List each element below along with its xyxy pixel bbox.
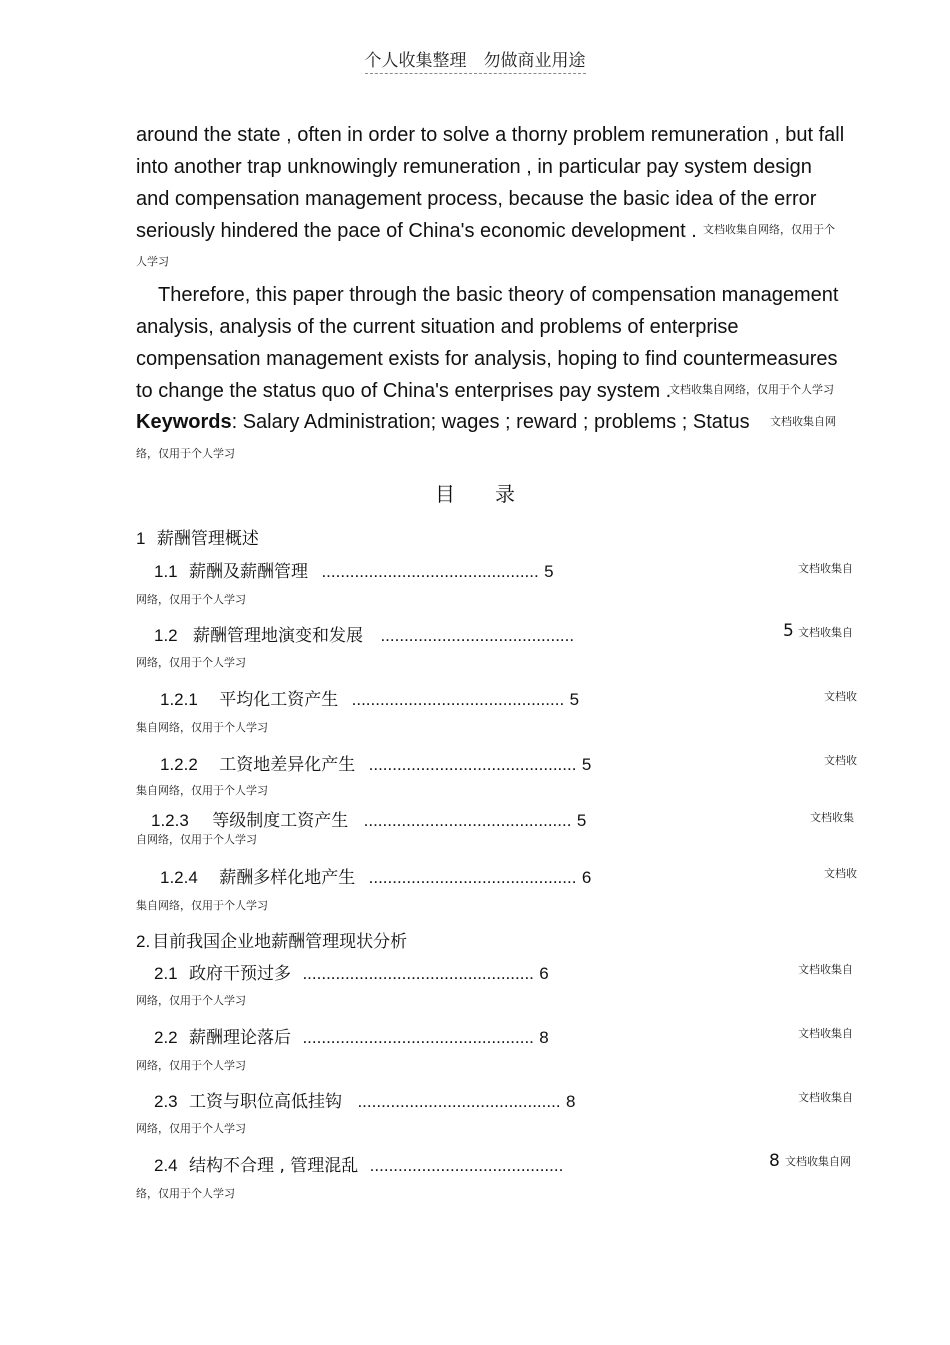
toc-title-text: 薪酬管理概述 — [156, 529, 259, 549]
toc-entry[interactable] — [160, 863, 591, 888]
toc-entry[interactable] — [154, 959, 549, 984]
source-note: 人学习 — [136, 255, 169, 268]
toc-title-text: 政府干预过多 — [189, 964, 292, 984]
toc-leader-dots: ............................................. — [351, 690, 565, 709]
toc-page-number: 5 — [581, 755, 592, 774]
toc-leader-dots: ........................................... — [357, 1092, 561, 1111]
toc-number: 2.2 — [154, 1028, 178, 1047]
toc-title-text: 工资与职位高低挂钩 — [189, 1092, 343, 1112]
toc-number: 2.3 — [154, 1092, 178, 1111]
source-note: 文档收集自 — [798, 1091, 853, 1104]
toc-entry[interactable] — [154, 1023, 549, 1048]
source-note: 文档收 — [824, 754, 857, 767]
paragraph-line: seriously hindered the pace of China's economic development . — [136, 220, 697, 242]
toc-leader-dots: ................................................. — [302, 1028, 534, 1047]
source-note: 文档收集自网络，仅用于个人学习 — [669, 383, 834, 396]
toc-page-number: 5 — [576, 811, 587, 830]
source-note: 文档收集自 — [798, 1027, 853, 1040]
source-note: 文档收集自网 — [770, 415, 836, 428]
toc-entry[interactable] — [154, 1087, 575, 1112]
toc-number: 1.2 — [154, 626, 178, 645]
source-note: 络，仅用于个人学习 — [136, 1187, 235, 1200]
toc-leader-dots: ......................................... — [369, 1156, 564, 1175]
toc-title-text: 薪酬理论落后 — [189, 1028, 292, 1048]
toc-number: 1.2.2 — [160, 755, 198, 774]
toc-page-number: 6 — [539, 964, 549, 983]
toc-entry[interactable] — [136, 927, 407, 952]
source-note: 文档收集 — [810, 811, 854, 824]
toc-entry[interactable] — [154, 621, 574, 646]
toc-title-text: 目前我国企业地薪酬管理现状分析 — [152, 932, 408, 952]
toc-title-text: 等级制度工资产生 — [212, 811, 349, 831]
paragraph-line: to change the status quo of China's enterprises pay system . — [136, 380, 672, 402]
toc-leader-dots: ................................................. — [302, 964, 534, 983]
source-note: 网络，仅用于个人学习 — [136, 994, 246, 1007]
toc-title-text: 薪酬多样化地产生 — [219, 868, 356, 888]
paragraph-line: analysis, analysis of the current situation and problems of enterprise — [136, 316, 739, 338]
source-note: 文档收集自网 — [785, 1155, 851, 1168]
paragraph-line: compensation management exists for analysis, hoping to find countermeasures — [136, 348, 838, 370]
toc-number: 1.2.3 — [151, 811, 189, 830]
toc-title-text: 结构不合理 , 管理混乱 — [189, 1156, 359, 1176]
toc-entry[interactable] — [136, 524, 259, 549]
source-note: 集自网络，仅用于个人学习 — [136, 899, 268, 912]
toc-page-number: 5 — [544, 562, 554, 581]
toc-page-number: 5 — [783, 621, 794, 641]
toc-number: 1.2.4 — [160, 868, 198, 887]
toc-page-number: 5 — [569, 690, 580, 709]
toc-title-text: 薪酬及薪酬管理 — [189, 562, 309, 582]
source-note: 集自网络，仅用于个人学习 — [136, 721, 268, 734]
toc-number: 1.1 — [154, 562, 178, 581]
toc-title-text: 平均化工资产生 — [219, 690, 339, 710]
toc-page-number: 8 — [769, 1151, 780, 1171]
source-note: 文档收 — [824, 867, 857, 880]
toc-number: 1 — [136, 529, 146, 548]
toc-leader-dots: ............................................ — [363, 811, 572, 830]
source-note: 网络，仅用于个人学习 — [136, 1122, 246, 1135]
source-note: 集自网络，仅用于个人学习 — [136, 784, 268, 797]
source-note: 文档收集自 — [798, 626, 853, 639]
source-note: 文档收集自网络，仅用于个 — [703, 223, 835, 236]
source-note: 网络，仅用于个人学习 — [136, 593, 246, 606]
toc-title: 目录 — [435, 482, 555, 506]
source-note: 网络，仅用于个人学习 — [136, 656, 246, 669]
source-note: 自网络，仅用于个人学习 — [136, 833, 257, 846]
toc-leader-dots: ............................................ — [368, 868, 577, 887]
toc-number: 1.2.1 — [160, 690, 198, 709]
source-note: 文档收集自 — [798, 562, 853, 575]
header-text: 个人收集整理 勿做商业用途 — [365, 51, 586, 74]
toc-leader-dots: ............................................ — [368, 755, 577, 774]
paragraph-line: Therefore, this paper through the basic theory of compensation management — [158, 284, 839, 306]
paragraph-line: around the state , often in order to solve a thorny problem remuneration , but fall — [136, 124, 845, 146]
toc-leader-dots: .............................................. — [321, 562, 539, 581]
toc-page-number: 8 — [539, 1028, 549, 1047]
source-note: 文档收 — [824, 690, 857, 703]
toc-page-number: 6 — [581, 868, 592, 887]
toc-entry[interactable] — [154, 557, 554, 582]
toc-title-text: 工资地差异化产生 — [219, 755, 356, 775]
page-header — [0, 46, 950, 71]
toc-number: 2.1 — [154, 964, 178, 983]
keywords-label: Keywords — [136, 411, 232, 433]
keywords-text: : Salary Administration; wages ; reward ; problems ; Status — [231, 411, 750, 433]
toc-number: 2.4 — [154, 1156, 178, 1175]
toc-leader-dots: ......................................... — [380, 626, 575, 645]
source-note: 络，仅用于个人学习 — [136, 447, 235, 460]
paragraph-line: into another trap unknowingly remuneration , in particular pay system design — [136, 156, 812, 178]
toc-title-text: 薪酬管理地演变和发展 — [193, 626, 364, 646]
toc-entry[interactable] — [154, 1151, 563, 1176]
source-note: 网络，仅用于个人学习 — [136, 1059, 246, 1072]
toc-entry[interactable] — [160, 750, 591, 775]
paragraph-line: and compensation management process, because the basic idea of the error — [136, 188, 817, 210]
source-note: 文档收集自 — [798, 963, 853, 976]
toc-page-number: 8 — [565, 1092, 576, 1111]
toc-entry[interactable] — [160, 685, 579, 710]
toc-number: 2. — [136, 932, 151, 951]
toc-entry[interactable] — [151, 806, 586, 831]
